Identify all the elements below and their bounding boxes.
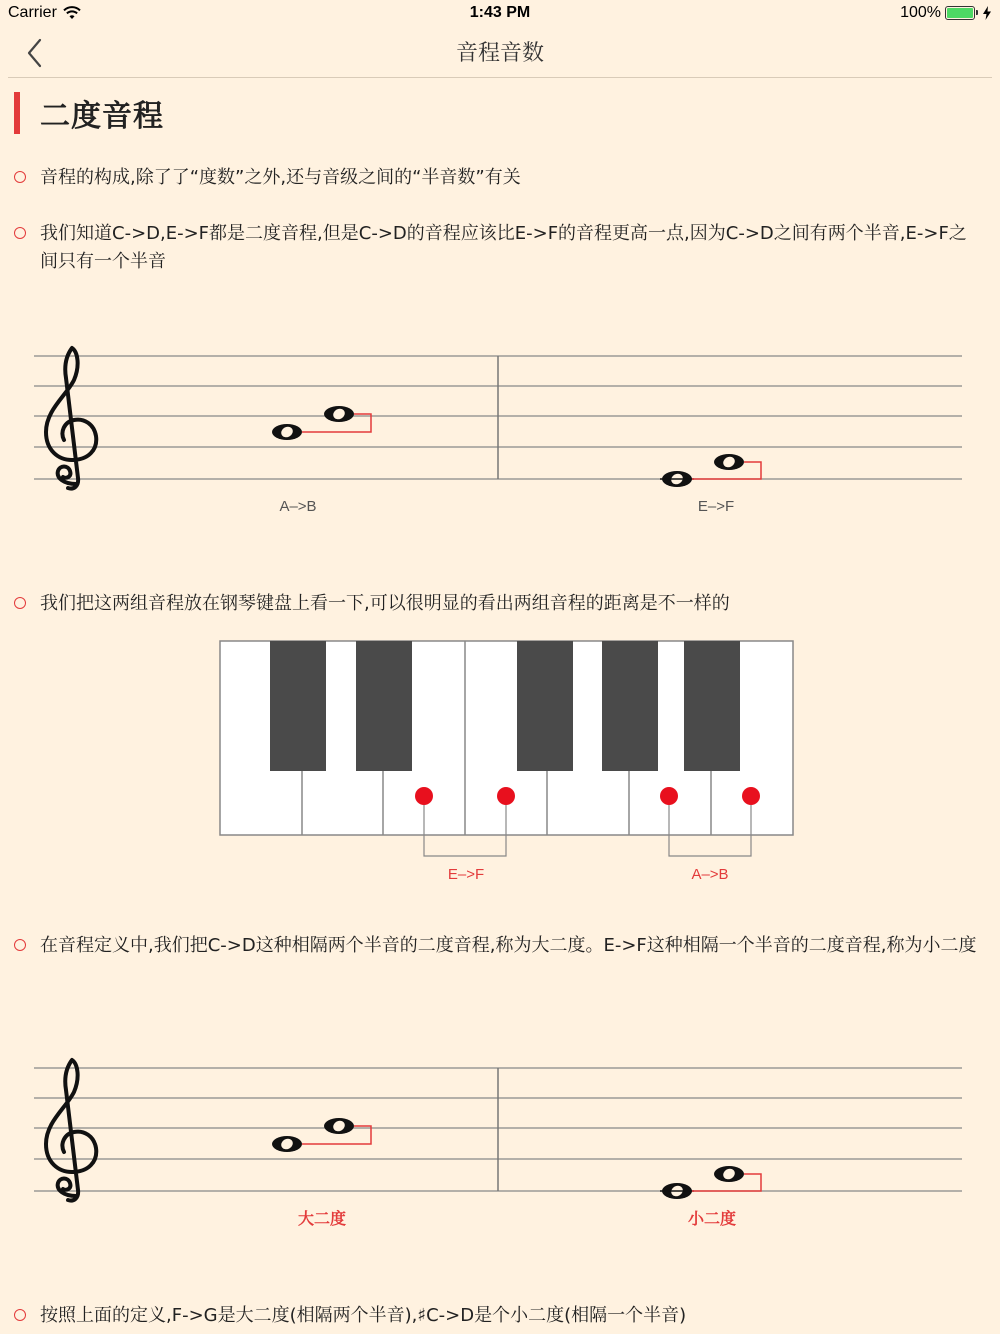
bullet-paragraph-5 [14, 1302, 984, 1330]
keyboard-label-right: A–>B [691, 866, 729, 883]
bullet-paragraph-2 [14, 220, 984, 276]
bullet-circle-icon [14, 1309, 26, 1321]
interval-ef [660, 454, 761, 487]
interval-ab [272, 406, 371, 440]
treble-clef-icon [46, 1060, 96, 1201]
paragraph-text: 在音程定义中,我们把C->D这种相隔两个半音的二度音程,称为大二度。E->F这种相隔一个半音的二度音程,称为小二度 [40, 935, 977, 956]
bullet-paragraph-1 [14, 164, 984, 192]
staff1-label-right: E–>F [697, 498, 735, 515]
interval-minor-second [660, 1166, 761, 1199]
status-bar [0, 0, 1000, 28]
navigation-bar [0, 28, 1000, 76]
staff-diagram-1 [0, 340, 1000, 530]
battery-area [900, 4, 992, 22]
keyboard-label-left: E–>F [447, 866, 485, 883]
nav-divider [8, 77, 992, 78]
status-time: 1:43 PM [469, 4, 531, 21]
bullet-paragraph-4 [14, 932, 984, 960]
paragraph-text: 我们知道C->D,E->F都是二度音程,但是C->D的音程应该比E->F的音程更高一点,因为C->D之间有两个半音,E->F之间只有一个半音 [40, 223, 967, 272]
battery-percent: 100% [900, 4, 941, 21]
bullet-circle-icon [14, 939, 26, 951]
bullet-circle-icon [14, 171, 26, 183]
staff-diagram-2 [0, 1052, 1000, 1242]
section-accent-bar [14, 92, 20, 134]
staff2-label-right: 小二度 [687, 1209, 737, 1228]
section-title: 二度音程 [40, 99, 164, 134]
paragraph-text: 我们把这两组音程放在钢琴键盘上看一下,可以很明显的看出两组音程的距离是不一样的 [40, 593, 730, 614]
paragraph-text: 按照上面的定义,F->G是大二度(相隔两个半音),♯C->D是个小二度(相隔一个半音) [40, 1305, 687, 1326]
section-header [14, 90, 164, 136]
staff2-label-left: 大二度 [297, 1209, 347, 1228]
paragraph-text: 音程的构成,除了了“度数”之外,还与音级之间的“半音数”有关 [40, 167, 521, 188]
treble-clef-icon [46, 348, 96, 489]
bullet-circle-icon [14, 227, 26, 239]
bullet-circle-icon [14, 597, 26, 609]
interval-major-second [272, 1118, 371, 1152]
bullet-paragraph-3 [14, 590, 984, 618]
piano-keyboard-diagram [0, 630, 1000, 890]
battery-icon [945, 6, 975, 20]
carrier-label: Carrier [8, 4, 57, 21]
bolt-icon [982, 6, 992, 20]
page-title: 音程音数 [455, 41, 544, 66]
staff1-label-left: A–>B [279, 498, 317, 515]
